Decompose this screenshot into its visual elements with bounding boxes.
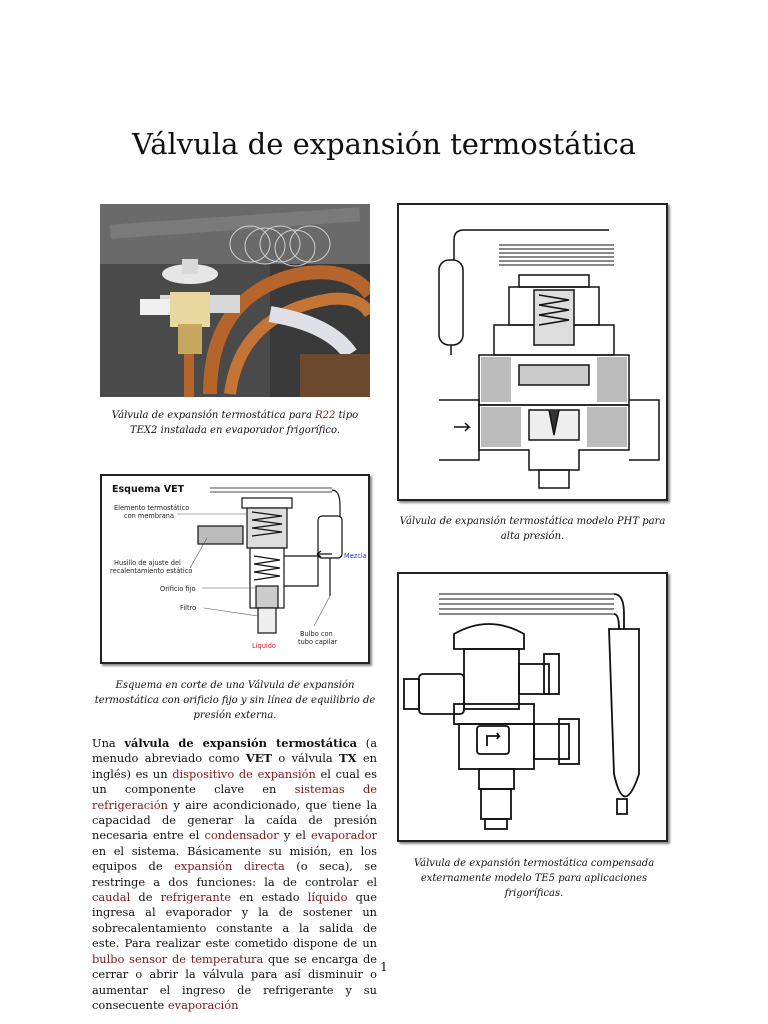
label-spindle: Husillo de ajuste del — [114, 559, 181, 567]
body-text: (o seca), se restringe a dos funciones: la de controlar el — [92, 859, 377, 889]
te5-caption: Válvula de expansión termostática compensada externamente modelo TE5 para aplicaciones frigoríficas. — [413, 858, 655, 899]
vet-schema — [100, 474, 370, 664]
link-expansion-directa[interactable]: expansión directa — [174, 859, 285, 874]
body-text: Una — [92, 736, 125, 750]
vet-schema-svg — [102, 476, 368, 662]
schema-caption: Esquema en corte de una Válvula de expansión termostática con orificio fijo y sin línea de equilibrio de presión externa. — [94, 680, 376, 721]
body-text: y el — [278, 828, 312, 843]
body-text: y aire acondicionado, que tiene la capacidad de generar la caída de presión necesaria entre el — [92, 797, 377, 843]
link-refrigerante[interactable]: refrigerante — [160, 890, 232, 905]
link-bulbo[interactable]: bulbo sensor de temperatura — [92, 951, 264, 966]
photo-caption-text: Válvula de expansión termostática para — [111, 410, 316, 421]
valve-photo-image — [100, 204, 370, 397]
label-spindle-2: recalentamiento estático — [110, 567, 193, 575]
label-mix: Mezcla — [344, 552, 367, 560]
te5-valve-drawing — [397, 572, 668, 842]
body-text: de — [130, 890, 161, 905]
label-element: Elemento termostático — [114, 504, 190, 512]
body-text: que se encarga de cerrar o abrir la válvula para así disminuir o aumentar el ingreso de refrigerante y su consecuente — [92, 951, 377, 1012]
label-element-2: con membrana — [124, 512, 174, 520]
body-text: en inglés) es un — [92, 751, 377, 781]
schema-heading: Esquema VET — [112, 484, 185, 495]
link-caudal[interactable]: caudal — [92, 890, 131, 905]
valve-photo — [100, 204, 370, 397]
page-title: Válvula de expansión termostática — [131, 127, 637, 162]
te5-valve-svg — [399, 574, 666, 840]
body-text: el cual es un componente clave en — [92, 766, 377, 797]
page-number: 1 — [380, 960, 388, 974]
photo-caption — [100, 408, 370, 438]
photo-caption-text-2: tipo TEX2 instalada en evaporador frigorífico. — [129, 410, 359, 436]
link-evaporacion[interactable]: evaporación — [167, 997, 239, 1012]
body-text: en el sistema. Básicamente su misión, en los equipos de — [92, 843, 377, 874]
pht-valve-svg — [399, 205, 666, 499]
term-vet: VET — [245, 751, 272, 766]
link-sistemas[interactable]: sistemas de refrigeración — [92, 782, 378, 812]
body-text: en estado — [231, 890, 308, 905]
label-bulb: Bulbo con — [300, 630, 333, 638]
label-bulb-2: tubo capilar — [298, 638, 338, 646]
body-text: o válvula — [271, 751, 340, 766]
pht-caption: Válvula de expansión termostática modelo PHT para alta presión. — [399, 516, 666, 542]
body-text: (a menudo abreviado como — [92, 736, 377, 766]
term-tx: TX — [339, 751, 357, 766]
body-text: que ingresa al evaporador y la de sostener un sobrecalentamiento constante a la salida de este. Para realizar este cometido dispone de un — [92, 890, 377, 951]
link-condensador[interactable]: condensador — [204, 828, 279, 843]
link-liquido[interactable]: líquido — [307, 890, 348, 905]
label-liquid: Líquido — [252, 642, 276, 650]
link-evaporador[interactable]: evaporador — [311, 828, 377, 843]
link-dispositivo[interactable]: dispositivo de expansión — [172, 766, 316, 781]
label-filter: Filtro — [180, 604, 197, 612]
term-vet-full: válvula de expansión termostática — [124, 736, 358, 750]
r22-link[interactable]: R22 — [315, 410, 336, 421]
label-orifice: Orificio fijo — [160, 585, 196, 593]
pht-valve-drawing — [397, 203, 668, 501]
